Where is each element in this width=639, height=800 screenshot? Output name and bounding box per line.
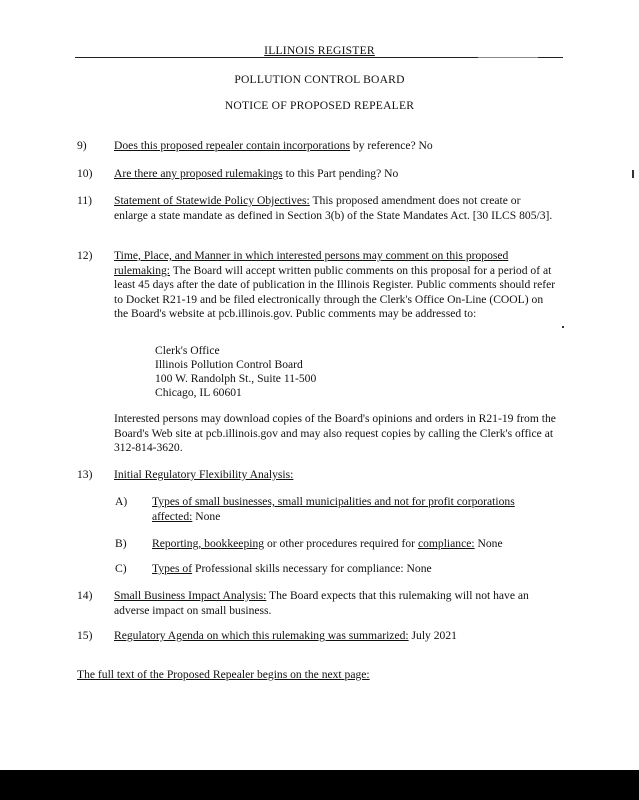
subitem-letter: C) xyxy=(115,562,127,575)
scan-speck xyxy=(562,326,564,328)
item-label: Small Business Impact Analysis: xyxy=(114,589,267,602)
address-line: Clerk's Office xyxy=(155,344,220,357)
subitem-label: Types of small businesses, small municipalities and not for profit corporations affected: xyxy=(152,495,515,523)
subitem-label-2: compliance: xyxy=(417,537,475,550)
item-13 xyxy=(77,468,557,483)
item-label: Time, Place, and Manner in which interested persons may comment on this proposed rulemaking: xyxy=(114,249,509,277)
subitem-text: or other procedures required for xyxy=(264,537,418,550)
item-11 xyxy=(77,194,557,223)
item-10 xyxy=(77,167,557,182)
item-number: 14) xyxy=(77,589,93,602)
item-text: This proposed amendment does not create or enlarge a state mandate as defined in Section 3(b) of the State Mandates Act. [30 ILCS 805/3]. xyxy=(114,194,553,222)
item-number: 11) xyxy=(77,194,93,207)
item-label: Are there any proposed rulemakings xyxy=(114,167,283,180)
item-label: Initial Regulatory Flexibility Analysis: xyxy=(114,468,294,481)
notice-title: NOTICE OF PROPOSED REPEALER xyxy=(224,99,415,112)
item-text: to this Part pending? No xyxy=(282,167,399,180)
subitem-b xyxy=(115,537,555,552)
item-12 xyxy=(77,249,557,322)
item-number: 9) xyxy=(77,139,87,152)
item-number: 13) xyxy=(77,468,93,481)
subitem-text: Professional skills necessary for compliance: None xyxy=(192,562,432,575)
scan-speck xyxy=(632,170,634,178)
scan-speck xyxy=(478,57,538,58)
item-label: Statement of Statewide Policy Objectives: xyxy=(114,194,310,207)
subitem-value: None xyxy=(474,537,503,550)
board-title: POLLUTION CONTROL BOARD xyxy=(234,73,405,86)
item-text: by reference? No xyxy=(350,139,433,152)
subitem-label: Types of xyxy=(152,562,193,575)
subitem-letter: B) xyxy=(115,537,127,550)
item-label: Regulatory Agenda on which this rulemaking was summarized: xyxy=(114,629,409,642)
subitem-label: Reporting, bookkeeping xyxy=(152,537,265,550)
item-text: July 2021 xyxy=(408,629,457,642)
address-line: Chicago, IL 60601 xyxy=(155,386,242,399)
item-15 xyxy=(77,629,557,644)
subitem-text: None xyxy=(192,509,221,523)
address-line: Illinois Pollution Control Board xyxy=(155,358,303,371)
item-text: The Board expects that this rulemaking will not have an adverse impact on small business. xyxy=(114,589,529,617)
item-number: 15) xyxy=(77,629,93,642)
subitem-c xyxy=(115,562,555,577)
register-title: ILLINOIS REGISTER xyxy=(264,44,375,57)
address-line: 100 W. Randolph St., Suite 11-500 xyxy=(155,372,317,385)
full-text-note: The full text of the Proposed Repealer begins on the next page: xyxy=(77,668,370,681)
subitem-a xyxy=(115,495,555,524)
item-number: 10) xyxy=(77,167,93,180)
subitem-letter: A) xyxy=(115,495,128,508)
item-number: 12) xyxy=(77,249,93,262)
item-9 xyxy=(77,139,557,154)
interested-text: Interested persons may download copies of the Board's opinions and orders in R21-19 from the Board's Web site at pcb.illinois.gov and may also request copies by calling the Clerk's office at 312-814-3620. xyxy=(114,412,556,455)
item-14 xyxy=(77,589,557,618)
item-text: The Board will accept written public comments on this proposal for a period of at least 45 days after the date of publication in the Illinois Register. Public comments should refer to Docket R21-19 and be filed electronically through the Clerk's Office On-Line (COOL) on the Board's website at pcb.illinois.gov. Public comments may be addressed to: xyxy=(114,263,556,321)
item-label: Does this proposed repealer contain incorporations xyxy=(114,139,350,152)
scan-bottom-edge xyxy=(0,770,639,800)
interested-paragraph xyxy=(77,412,557,456)
